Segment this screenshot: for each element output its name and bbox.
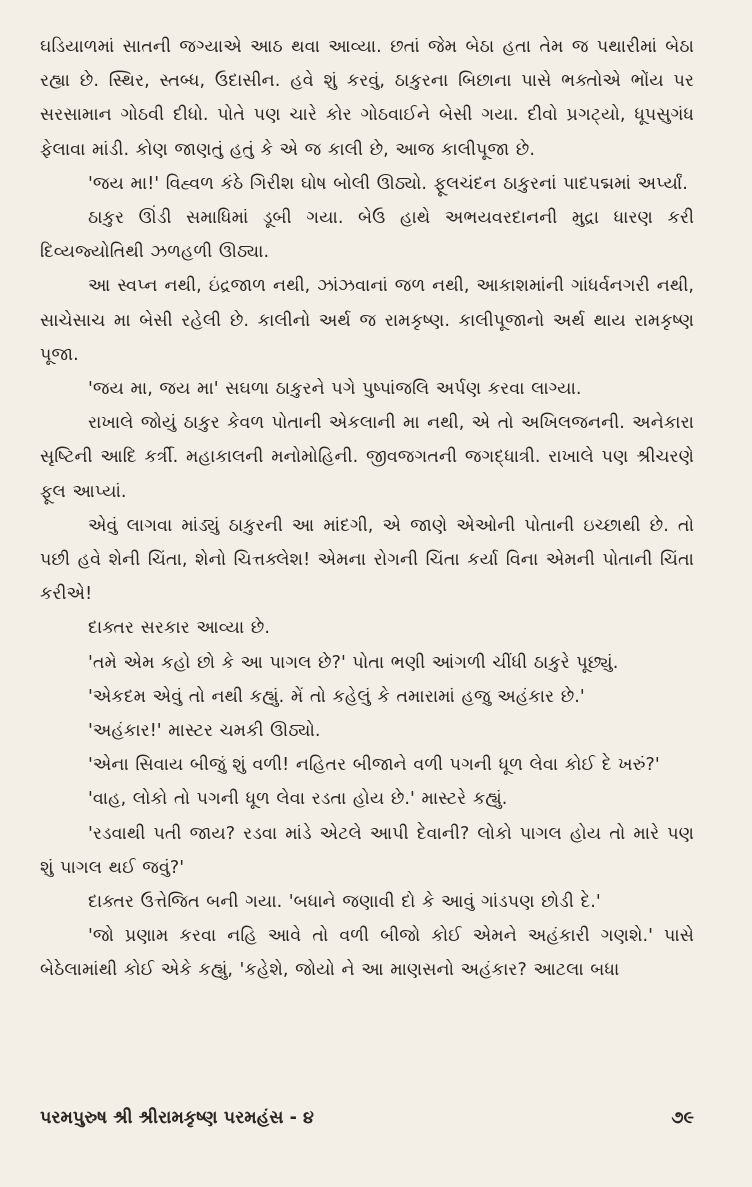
paragraph: 'જય મા, જય મા' સઘળા ઠાકુરને પગે પુષ્પાંજલિ અર્પણ કરવા લાગ્યા. (88, 379, 582, 400)
paragraph: 'એના સિવાય બીજું શું વળી! નહિતર બીજાને વળી પગની ધૂળ લેવા કોઈ દે ખરું?' (88, 755, 660, 776)
paragraph: દાક્તર ઉત્તેજિત બની ગયા. 'બધાને જણાવી દો કે આવું ગાંડપણ છોડી દે.' (88, 892, 601, 913)
paragraph: આ સ્વપ્ન નથી, ઇંદ્રજાળ નથી, ઝાંઝવાનાં જળ નથી, આકાશમાંની ગાંધર્વનગરી નથી, સાચેસાચ મા બેસી રહેલી છે. કાલીનો અર્થ જ રામકૃષ્ણ. કાલીપૂજાનો અર્થ થાય રામકૃષ્ણ પૂજા. (40, 276, 694, 365)
paragraph: રાખાલે જોયું ઠાકુર કેવળ પોતાની એકલાની મા નથી, એ તો અખિલજનની. અનેકારા સૃષ્ટિની આદિ કર્ત્રી. મહાકાલની મનોમોહિની. જીવજગતની જગદ્ધાત્રી. રાખાલે પણ શ્રીચરણે ફૂલ આપ્યાં. (40, 413, 694, 502)
page-number: ૭૯ (671, 1108, 694, 1128)
paragraph: 'જય મા!' વિહ્વળ કંઠે ગિરીશ ઘોષ બોલી ઊઠ્યો. ફૂલચંદન ઠાકુરનાં પાદપદ્મમાં અર્પ્યાં. (88, 173, 688, 194)
paragraph: 'જો પ્રણામ કરવા નહિ આવે તો વળી બીજો કોઈ એમને અહંકારી ગણશે.' પાસે બેઠેલામાંથી કોઈ એકે કહ્યું, 'કહેશે, જોયો ને આ માણસનો અહંકાર? આટલા બધા (40, 926, 694, 981)
paragraph: ઠાકુર ઊંડી સમાધિમાં ડૂબી ગયા. બેઉ હાથે અભયવરદાનની મુદ્રા ધારણ કરી દિવ્યજ્યોતિથી ઝળહળી ઊઠ્યા. (40, 208, 694, 263)
page-footer (40, 1108, 694, 1128)
paragraph: 'અહંકાર!' માસ્ટર ચમકી ઊઠ્યો. (88, 721, 321, 742)
running-footer-title: પરમપુરુષ શ્રી શ્રીરામકૃષ્ણ પરમહંસ - ૪ (40, 1108, 314, 1128)
paragraph: 'રડવાથી પતી જાય? રડવા માંડે એટલે આપી દેવાની? લોકો પાગલ હોય તો મારે પણ શું પાગલ થઈ જવું?' (40, 823, 694, 878)
body-text (40, 30, 694, 988)
paragraph: દાક્તર સરકાર આવ્યા છે. (88, 618, 270, 639)
paragraph: ઘડિયાળમાં સાતની જગ્યાએ આઠ થવા આવ્યા. છતાં જેમ બેઠા હતા તેમ જ પથારીમાં બેઠા રહ્યા છે. સ્થિર, સ્તબ્ધ, ઉદાસીન. હવે શું કરવું, ઠાકુરના બિછાના પાસે ભક્તોએ ભોંય પર સરસામાન ગોઠવી દીધો. પોતે પણ ચારે કોર ગોઠવાઈને બેસી ગયા. દીવો પ્રગટ્યો, ધૂપસુગંધ ફેલાવા માંડી. કોણ જાણતું હતું કે એ જ કાલી છે, આજ કાલીપૂજા છે. (40, 37, 694, 160)
paragraph: એવું લાગવા માંડ્યું ઠાકુરની આ માંદગી, એ જાણે એઓની પોતાની ઇચ્છાથી છે. તો પછી હવે શેની ચિંતા, શેનો ચિત્તક્લેશ! એમના રોગની ચિંતા કર્યા વિના એમની પોતાની ચિંતા કરીએ! (40, 515, 694, 605)
paragraph: 'એકદમ એવું તો નથી કહ્યું. મેં તો કહેલું કે તમારામાં હજુ અહંકાર છે.' (88, 686, 585, 707)
paragraph: 'તમે એમ કહો છો કે આ પાગલ છે?' પોતા ભણી આંગળી ચીંધી ઠાકુરે પૂછ્યું. (88, 652, 619, 673)
paragraph: 'વાહ, લોકો તો પગની ધૂળ લેવા રડતા હોય છે.' માસ્ટરે કહ્યું. (88, 789, 508, 810)
